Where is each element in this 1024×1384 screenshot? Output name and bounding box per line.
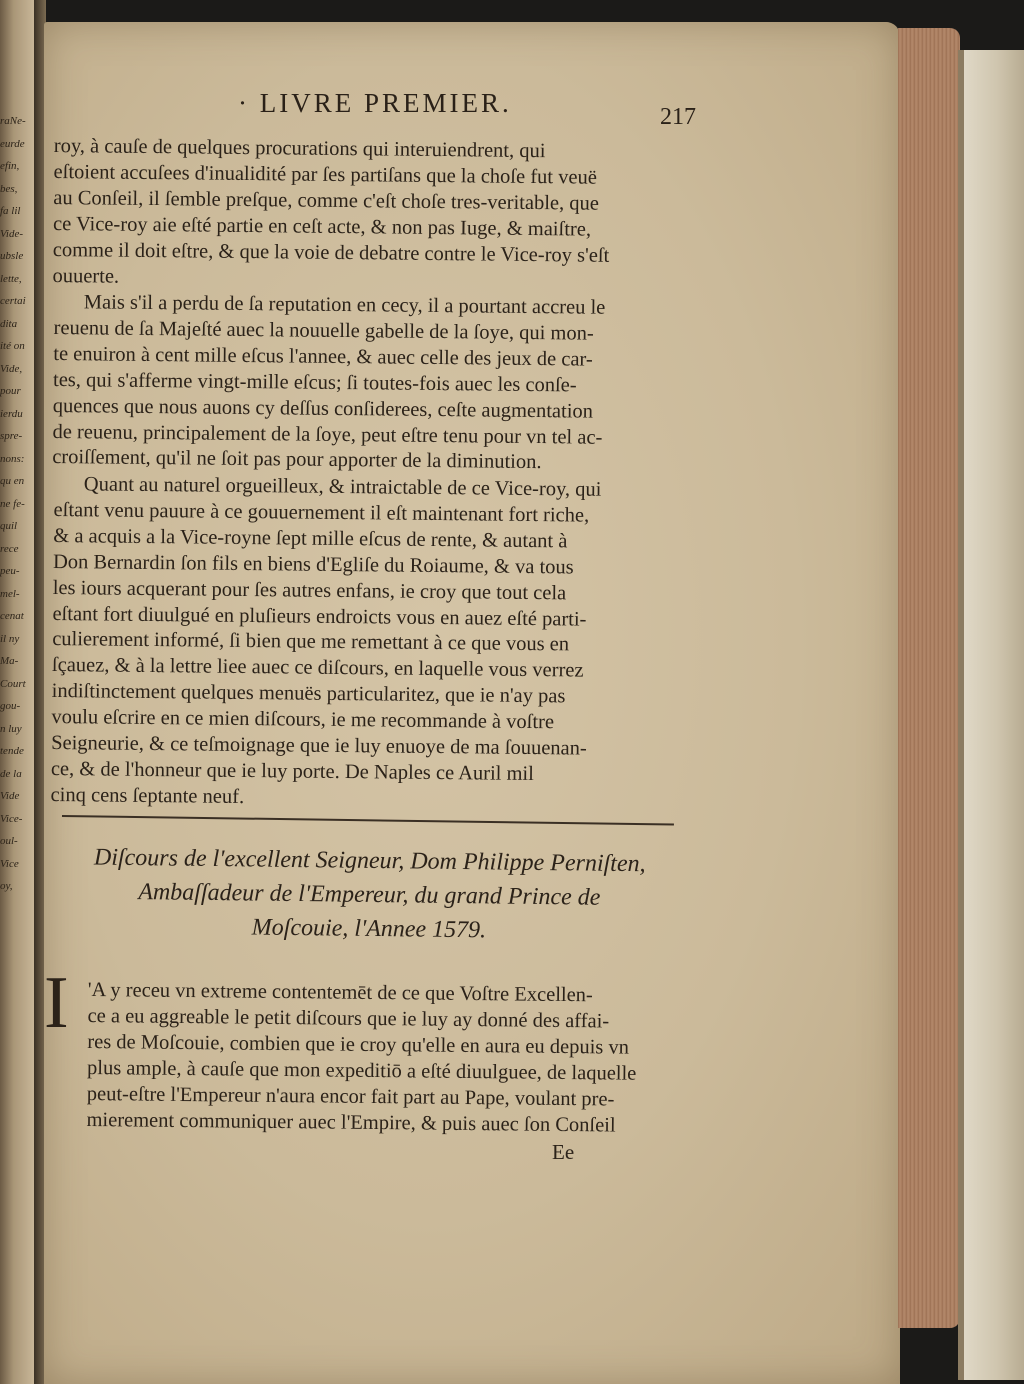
text-line: Don Bernardin ſon fils en biens d'Egliſe du Roiaume, & va tous bbox=[52, 550, 574, 579]
text-line: mierement communiquer auec l'Empire, & puis auec ſon Conſeil bbox=[86, 1108, 616, 1137]
section-title bbox=[49, 840, 690, 950]
text-line: ouuerte. bbox=[52, 264, 120, 288]
fragment-line: lette, bbox=[0, 272, 22, 285]
title-line: Ambaſſadeur de l'Empereur, du grand Prince de bbox=[138, 879, 601, 911]
text-line: culierement informé, ſi bien que me remettant à ce que vous en bbox=[52, 628, 570, 656]
fragment-line: Vide, bbox=[0, 362, 23, 375]
text-line: eſtant fort diuulgué en pluſieurs endroicts vous en auez eſté parti- bbox=[52, 602, 587, 631]
fragment-line: ierdu bbox=[0, 407, 23, 420]
paragraph-1 bbox=[52, 134, 694, 296]
text-line: les iours acquerant pour ſes autres enfans, ie croy que tout cela bbox=[52, 576, 567, 604]
page-edges bbox=[898, 28, 960, 1328]
fragment-line: Ma- bbox=[0, 655, 19, 667]
text-line: ce Vice-roy aie eſté partie en ceſt acte, & non pas Iuge, & maiſtre, bbox=[52, 212, 592, 241]
title-line: Moſcouie, l'Annee 1579. bbox=[251, 914, 487, 944]
fragment-line: mel- bbox=[0, 587, 20, 600]
text-line: eſtant venu pauure à ce gouuernement il eſt maintenant fort riche, bbox=[53, 498, 590, 527]
fragment-line: ne fe- bbox=[0, 497, 25, 510]
fragment-line: n luy bbox=[0, 722, 22, 735]
text-line: Mais s'il a perdu de ſa reputation en cecy, il a pourtant accreu le bbox=[83, 291, 606, 319]
fragment-line: peu- bbox=[0, 565, 20, 577]
cover-edge bbox=[958, 50, 964, 1380]
fragment-line: de la bbox=[0, 767, 22, 780]
fragment-line: quil bbox=[0, 520, 18, 532]
title-line: Diſcours de l'excellent Seigneur, Dom Philippe Perniſten, bbox=[93, 844, 646, 878]
fragment-line: cenat bbox=[0, 610, 24, 622]
fragment-line: Vide bbox=[0, 790, 20, 802]
text-line: au Conſeil, il ſemble preſque, comme c'eſt choſe tres-veritable, que bbox=[53, 186, 600, 215]
text-line: & a acquis a la Vice-royne ſept mille eſcus de rente, & autant à bbox=[53, 524, 568, 553]
text-line: peut-eſtre l'Empereur n'aura encor fait part au Pape, voulant pre- bbox=[86, 1082, 615, 1111]
fragment-line: gou- bbox=[0, 700, 21, 712]
paragraph-3 bbox=[50, 472, 693, 815]
fragment-line: Court bbox=[0, 677, 26, 690]
fragment-line: rece bbox=[0, 542, 19, 555]
fragment-line: fa lil bbox=[0, 205, 21, 217]
text-line: reuenu de ſa Majeſté auec la nouuelle gabelle de la ſoye, qui mon- bbox=[53, 316, 594, 345]
fragment-line: ité on bbox=[0, 340, 25, 352]
fragment-line: nons: bbox=[0, 452, 25, 465]
fragment-line: dita bbox=[0, 317, 18, 330]
text-line: tes, qui s'afferme vingt-mille eſcus; ſi toutes-fois auec les conſe- bbox=[52, 368, 577, 397]
paragraph-2 bbox=[52, 290, 694, 478]
text-line: croiſſement, qu'il ne ſoit pas pour apporter de la diminution. bbox=[52, 446, 542, 474]
fragment-line: qu en bbox=[0, 475, 25, 487]
drop-cap: I bbox=[44, 962, 69, 1044]
fragment-line: ubsle bbox=[0, 250, 24, 262]
text-line: plus ample, à cauſe que mon expeditiō a eſté diuulguee, de laquelle bbox=[86, 1056, 637, 1085]
fragment-line: certai bbox=[0, 295, 26, 307]
fragment-line: oy, bbox=[0, 880, 13, 892]
fragment-line: efin, bbox=[0, 160, 20, 172]
fragment-line: Vice bbox=[0, 857, 19, 870]
text-line: ce a eu aggreable le petit diſcours que ie luy ay donné des affai- bbox=[87, 1004, 610, 1033]
fragment-line: eurde bbox=[0, 137, 25, 150]
text-line: res de Moſcouie, combien que ie croy qu'elle en aura eu depuis vn bbox=[87, 1030, 630, 1059]
page-number: 217 bbox=[660, 104, 696, 130]
text-line: ce, & de l'honneur que ie luy porte. De Naples ce Auril mil bbox=[50, 757, 535, 786]
text-line: ſçauez, & à la lettre liee auec ce diſcours, en laquelle vous verrez bbox=[51, 654, 584, 682]
fragment-line: Vide- bbox=[0, 227, 24, 240]
fragment-line: oul- bbox=[0, 835, 18, 847]
facing-page-fragments bbox=[0, 110, 34, 898]
text-line: eſtoient accuſees d'inualidité par ſes partiſans que la choſe fut veuë bbox=[53, 160, 598, 189]
fragment-line: il ny bbox=[0, 632, 20, 645]
text-line: te enuiron à cent mille eſcus l'annee, & auec celle des jeux de car- bbox=[53, 342, 593, 371]
fragment-line: pour bbox=[0, 385, 21, 397]
fragment-line: spre- bbox=[0, 430, 23, 442]
text-line: indiſtinctement quelques menuës particularitez, que ie n'ay pas bbox=[51, 680, 566, 708]
text-line: voulu eſcrire en ce mien diſcours, ie me recommande à voſtre bbox=[51, 706, 555, 734]
text-line: quences que nous auons cy deſſus conſiderees, ceſte augmentation bbox=[52, 394, 594, 423]
text-line: comme il doit eſtre, & que la voie de debatre contre le Vice-roy s'eſt bbox=[52, 238, 610, 267]
fragment-line: tende bbox=[0, 745, 24, 757]
fragment-line: Vice- bbox=[0, 812, 23, 825]
text-line: Quant au naturel orgueilleux, & intraictable de ce Vice-roy, qui bbox=[83, 473, 602, 501]
fragment-line: bes, bbox=[0, 182, 18, 195]
running-head: · LIVRE PREMIER. bbox=[238, 88, 512, 118]
paragraph-4 bbox=[86, 978, 688, 1140]
text-line: cinq cens ſeptante neuf. bbox=[50, 783, 245, 808]
facing-page-edge bbox=[0, 0, 34, 1384]
text-line: 'A y receu vn extreme contentemēt de ce que Voſtre Excellen- bbox=[87, 978, 593, 1007]
text-line: roy, à cauſe de quelques procurations qui interuiendrent, qui bbox=[53, 134, 546, 163]
catchword: Ee bbox=[552, 1140, 575, 1164]
fragment-line: raNe- bbox=[0, 115, 26, 127]
text-line: de reuenu, principalement de la ſoye, peut eſtre tenu pour vn tel ac- bbox=[52, 420, 603, 449]
book-cover bbox=[958, 50, 1024, 1380]
text-line: Seigneurie, & ce teſmoignage que ie luy enuoye de ma ſouuenan- bbox=[51, 732, 587, 760]
